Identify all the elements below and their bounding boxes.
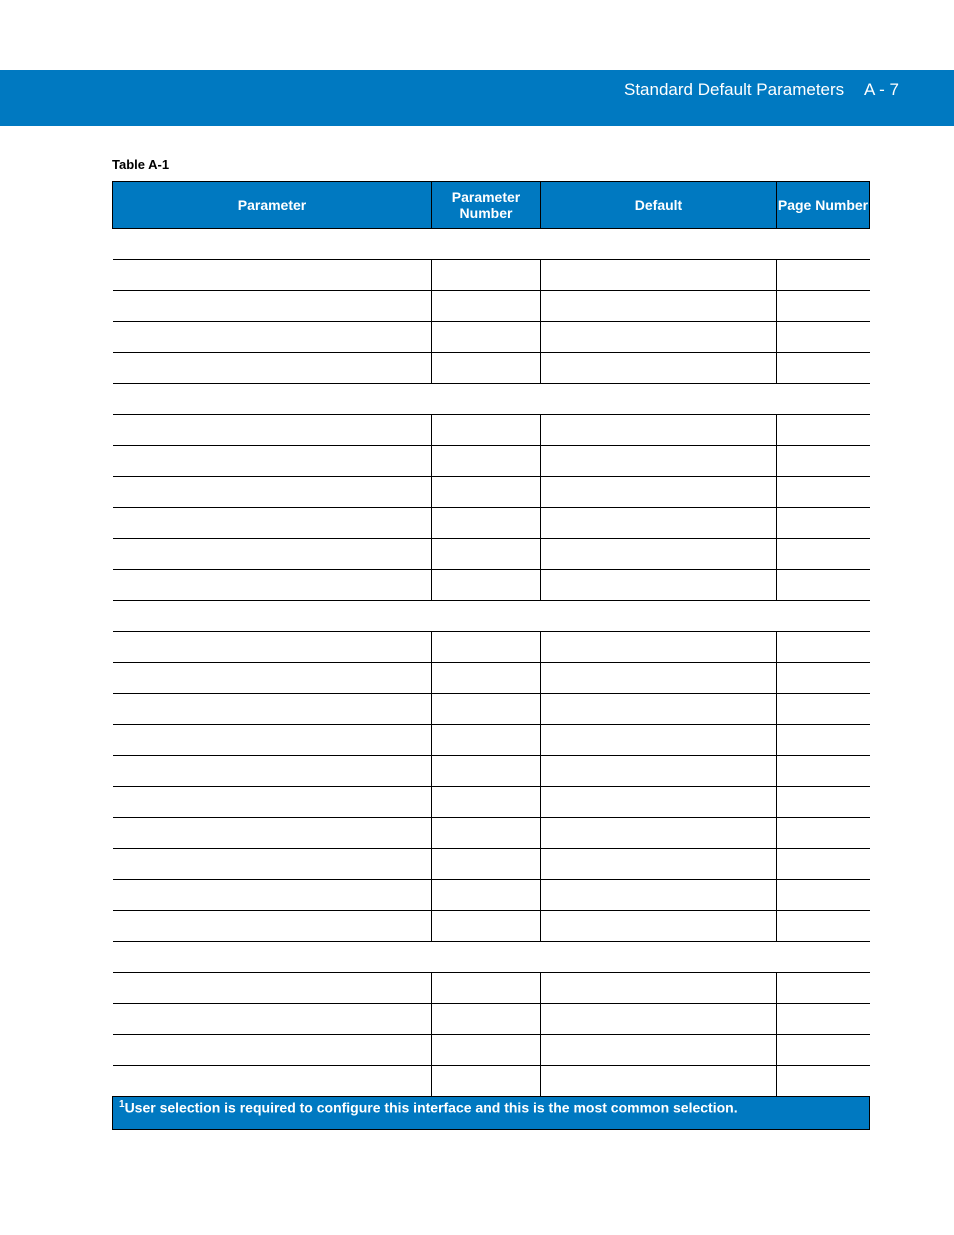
- table-row: [113, 818, 870, 849]
- table-row: [113, 694, 870, 725]
- table-row: [113, 756, 870, 787]
- table-row: [113, 911, 870, 942]
- table-row: [113, 880, 870, 911]
- table-row: [113, 1004, 870, 1035]
- footnote-marker: 1: [119, 1099, 125, 1110]
- table-row: [113, 787, 870, 818]
- column-header-parameter: Parameter: [113, 182, 432, 229]
- running-header-title: Standard Default Parameters: [624, 80, 845, 99]
- table-row: [113, 632, 870, 663]
- table-row: [113, 663, 870, 694]
- table-header-row: [113, 182, 870, 229]
- table-row: [113, 446, 870, 477]
- column-header-page-number: Page Number: [777, 182, 870, 229]
- table-section-row: [113, 942, 870, 973]
- table-row: [113, 260, 870, 291]
- table-caption: Table A-1: [112, 157, 170, 172]
- table-row: [113, 1066, 870, 1097]
- table-body: [113, 229, 870, 1130]
- table-row: [113, 477, 870, 508]
- table-row: [113, 415, 870, 446]
- footnote-text: User selection is required to configure this interface and this is the most common selection.: [124, 1099, 738, 1116]
- parameters-table: [112, 181, 870, 1130]
- table-row: [113, 570, 870, 601]
- column-header-default: Default: [541, 182, 777, 229]
- table-section-row: [113, 229, 870, 260]
- table-row: [113, 973, 870, 1004]
- table-footnote-row: [113, 1097, 870, 1130]
- page-number: A - 7: [864, 80, 899, 99]
- table-row: [113, 539, 870, 570]
- table-section-row: [113, 601, 870, 632]
- table-row: [113, 353, 870, 384]
- table-row: [113, 1035, 870, 1066]
- table-row: [113, 725, 870, 756]
- column-header-parameter-number: Parameter Number: [432, 182, 541, 229]
- table-section-row: [113, 384, 870, 415]
- table-row: [113, 849, 870, 880]
- table-footnote: [113, 1097, 870, 1130]
- table-row: [113, 508, 870, 539]
- table-row: [113, 291, 870, 322]
- table-row: [113, 322, 870, 353]
